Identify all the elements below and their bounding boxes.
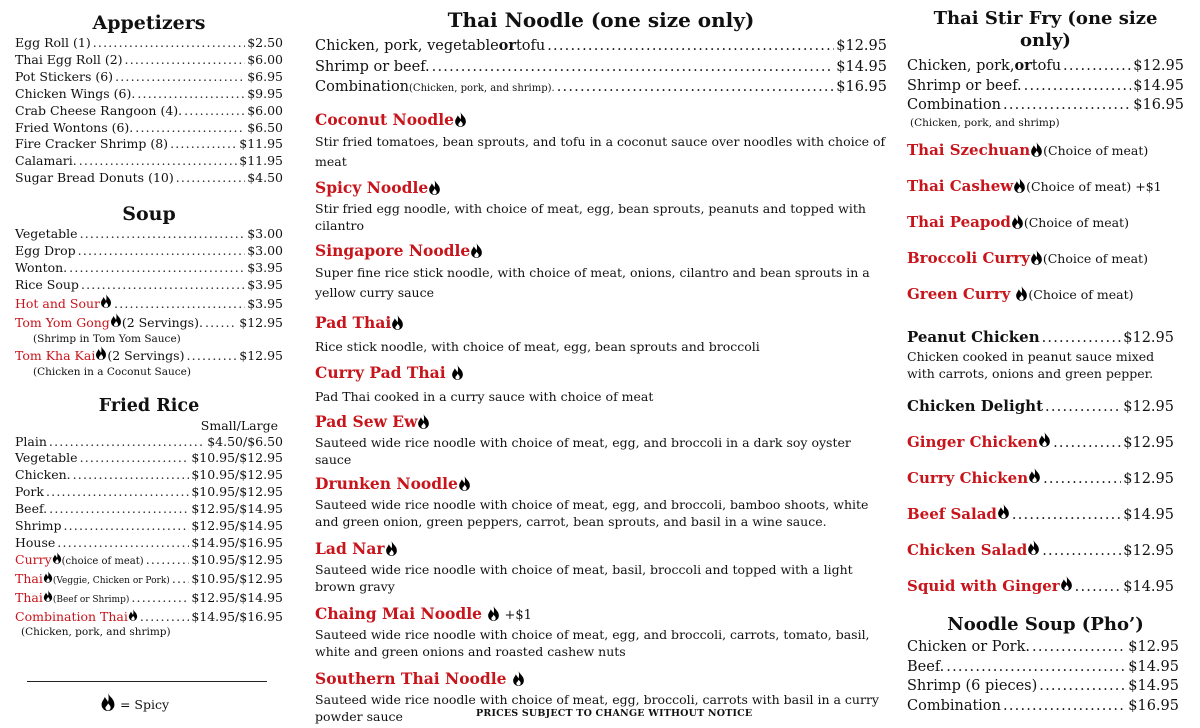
dish (315, 604, 887, 660)
price-note: (Chicken, pork, and shrimp). (409, 83, 555, 95)
menu-item (15, 153, 283, 170)
item-name: Shrimp (6 pieces) (907, 678, 1038, 694)
item-price: $11.95 (239, 153, 283, 169)
dish-description: Stir fried egg noodle, with choice of meat, egg, bean sprouts, peanuts and topped with cilantro (315, 201, 866, 234)
dish-description: Pad Thai cooked in a curry sauce with choice of meat (315, 388, 654, 404)
spicy-flame-icon (512, 671, 525, 691)
menu-item (15, 35, 283, 52)
price-name: Combination (907, 97, 1002, 113)
dish-price: $12.95 (1123, 543, 1174, 559)
dish-description: Super fine rice stick noodle, with choice of meat, onions, cilantro and bean sprouts in a yellow curry sauce (315, 265, 870, 301)
item-extra: (Beef or Shrimp) (52, 594, 130, 605)
spicy-flame-icon (391, 315, 404, 335)
dish-name: Pad Sew Ew (315, 412, 418, 432)
dish-name: Ginger Chicken (907, 433, 1039, 451)
spicy-flame-icon (1030, 250, 1043, 270)
dish-row (907, 576, 1174, 612)
dish-row (907, 468, 1174, 504)
right-column (907, 0, 1184, 716)
menu-item (15, 260, 283, 277)
dish-description: Sauteed wide rice noodle with choice of meat, egg, and broccoli in a dark soy oyster sauce (315, 435, 851, 468)
item-name: Combination Thai (15, 608, 128, 624)
item-name: Vegetable (15, 226, 78, 242)
item-price: $6.00 (247, 102, 283, 118)
dish-name: Coconut Noodle (315, 110, 454, 130)
price-row (907, 77, 1184, 97)
price-name-end: tofu (1031, 58, 1062, 74)
spicy-flame-icon (128, 609, 138, 626)
item-price: $12.95/$14.95 (191, 518, 283, 534)
item-price: $12.95 (239, 347, 283, 363)
dish-name: Pad Thai (315, 313, 392, 333)
spicy-flame-icon (1030, 142, 1043, 162)
item-price: $14.95/$16.95 (191, 534, 283, 550)
item-name: Chicken or Pork. (907, 639, 1031, 655)
dish-extra: (Choice of meat) (1042, 250, 1148, 266)
dish-description: Chicken cooked in peanut sauce mixed with carrots, onions and green pepper. (907, 349, 1155, 381)
item-price: $4.50/$6.50 (207, 433, 283, 449)
dish-extra: +$1 (500, 608, 532, 624)
stir-fry-prices (907, 56, 1184, 130)
spicy-flame-icon (43, 590, 53, 607)
menu-item (15, 609, 283, 626)
dish-description: Sauteed wide rice noodle with choice of meat, basil, broccoli and topped with a light brown gravy (315, 562, 853, 595)
item-note: (Chicken, pork, and shrimp) (21, 626, 171, 639)
item-extra: (Veggie, Chicken or Pork) (52, 575, 170, 586)
noodle-soup-list (907, 638, 1184, 716)
price-value: $16.95 (1133, 97, 1184, 113)
item-price: $10.95/$12.95 (191, 551, 283, 567)
spicy-flame-icon (1013, 178, 1026, 198)
dish (315, 110, 887, 171)
spicy-flame-icon (43, 571, 53, 588)
price-row (315, 77, 887, 100)
item-name: Egg Roll (1) (15, 35, 91, 50)
item-name: Combination (907, 697, 1002, 714)
menu-item (15, 535, 283, 552)
item-price: $12.95 (239, 314, 283, 330)
spicy-flame-icon (417, 414, 430, 434)
item-name: Egg Drop (15, 243, 76, 259)
item-name: Thai (15, 570, 43, 586)
item-name: Hot and Sour (15, 295, 101, 311)
item-name: Crab Cheese Rangoon (4). (15, 102, 183, 118)
menu-item (907, 638, 1179, 658)
dish-price: $12.95 (1123, 471, 1174, 487)
item-name: Plain (15, 433, 47, 449)
dish-name: Southern Thai Noodle (315, 669, 507, 689)
price-name-or: or (1014, 57, 1032, 74)
menu-item (15, 294, 283, 313)
price-name-or: or (498, 37, 516, 54)
dish-name: Lad Nar (315, 539, 385, 559)
spicy-flame-icon (1038, 432, 1051, 453)
item-name: Sugar Bread Donuts (10) (15, 170, 174, 186)
spicy-flame-icon (458, 476, 471, 496)
spicy-flame-icon (1027, 540, 1040, 561)
dish-row (907, 248, 1184, 284)
dish-row (907, 432, 1174, 468)
spicy-flame-icon (470, 243, 483, 263)
dish (315, 313, 887, 357)
item-name: Shrimp (15, 518, 62, 534)
dish-row (907, 140, 1184, 176)
dish-name-row (315, 604, 887, 626)
dish-row (907, 176, 1184, 212)
dish-row (907, 212, 1184, 248)
price-row (315, 57, 887, 78)
dish (315, 178, 887, 234)
menu-item (15, 346, 283, 365)
dish-name-row (315, 669, 887, 691)
dish-name: Curry Chicken (907, 469, 1029, 487)
dish-extra: (Choice of meat) +$1 (1026, 178, 1162, 194)
item-name: Calamari. (15, 153, 77, 169)
menu-item (907, 677, 1179, 697)
item-extra: (choice of meat) (61, 555, 144, 567)
price-value: $12.95 (836, 38, 887, 54)
menu-item (15, 52, 283, 69)
dish-name-row (315, 363, 887, 385)
fried-rice-title: Fried Rice (98, 395, 200, 416)
item-name: Beef. (907, 658, 945, 675)
soup-list (15, 226, 283, 378)
menu-item (907, 658, 1179, 678)
dish-name: Spicy Noodle (315, 178, 429, 198)
spicy-flame-icon (487, 606, 500, 626)
price-name-end: tofu (515, 38, 546, 54)
item-price: $10.95/$12.95 (191, 467, 283, 483)
dish-name: Broccoli Curry (907, 248, 1030, 267)
price-value: $14.95 (1133, 77, 1184, 94)
item-price: $3.95 (247, 295, 283, 311)
item-extra: (2 Servings) (107, 347, 185, 363)
item-name: House (15, 534, 56, 550)
menu-item (15, 552, 283, 571)
item-price: $14.95/$16.95 (191, 608, 283, 624)
menu-item (15, 69, 283, 86)
item-price: $14.95 (1128, 658, 1179, 675)
item-price: $3.95 (247, 276, 283, 292)
spicy-flame-icon (52, 552, 62, 569)
dish (315, 363, 887, 407)
item-name: Beef. (15, 501, 48, 517)
dish-name: Chicken Delight (907, 397, 1044, 415)
dish-name-row (315, 110, 887, 132)
price-note: (Chicken, pork, and shrimp) (910, 116, 1060, 129)
dish (315, 241, 887, 303)
thai-noodle-prices (315, 36, 887, 100)
item-note: (Chicken in a Coconut Sauce) (33, 365, 191, 378)
dish-extra: (Choice of meat) (1028, 286, 1134, 302)
menu-item (15, 518, 283, 535)
dish-price: $14.95 (1123, 507, 1174, 523)
dish-name-row (315, 412, 887, 434)
item-price: $12.95 (1128, 639, 1179, 655)
menu-item (15, 136, 283, 153)
fried-rice-list (15, 434, 283, 640)
menu-item (15, 467, 283, 484)
item-name: Vegetable (15, 450, 78, 466)
appetizers-title: Appetizers (92, 12, 206, 34)
menu-item (15, 170, 283, 187)
menu-item (15, 434, 283, 451)
price-value: $14.95 (836, 58, 887, 75)
dish-row (907, 504, 1174, 540)
dish-name: Thai Cashew (907, 176, 1014, 195)
dish-price: $14.95 (1123, 579, 1174, 595)
spicy-flame-icon (385, 541, 398, 561)
item-price: $14.95 (1128, 678, 1179, 694)
spicy-flame-icon (1060, 576, 1073, 597)
dish-name-row (315, 539, 887, 561)
stir-fry-choice-dishes (907, 140, 1184, 320)
item-price: $2.50 (247, 35, 283, 50)
dish (315, 412, 887, 468)
item-price: $11.95 (239, 136, 283, 152)
price-name: Combination (315, 79, 410, 96)
dish (315, 539, 887, 595)
thai-stir-fry-title: Thai Stir Fry (one size only) (933, 8, 1158, 51)
price-value: $12.95 (1133, 58, 1184, 74)
item-name: Pot Stickers (6) (15, 68, 114, 84)
dish-name-row (315, 178, 887, 200)
spicy-flame-icon (95, 346, 107, 365)
item-price: $9.95 (247, 85, 283, 101)
dish-name: Beef Salad (907, 505, 997, 523)
dish-name-row (315, 313, 887, 335)
legend-label: = Spicy (119, 697, 170, 712)
menu-item (15, 277, 283, 294)
dish-name: Drunken Noodle (315, 474, 458, 494)
spicy-flame-icon (451, 365, 464, 385)
dish-price: $12.95 (1123, 435, 1174, 451)
dish-name: Thai Szechuan (907, 140, 1031, 159)
dish-description: Sauteed wide rice noodle with choice of meat, egg, broccoli, carrots with basil in a curry powder sauce (315, 692, 879, 725)
price-name: Chicken, pork, vegetable (315, 38, 499, 54)
menu-item (15, 501, 283, 518)
dish-name: Squid with Ginger (907, 577, 1060, 595)
item-name: Rice Soup (15, 276, 79, 292)
item-price: $10.95/$12.95 (191, 570, 283, 586)
item-name: Fire Cracker Shrimp (8) (15, 136, 169, 152)
dish-row (907, 284, 1184, 320)
spicy-flame-icon (1015, 286, 1028, 306)
item-name: Fried Wontons (6). (15, 119, 134, 135)
menu-item (15, 313, 283, 332)
dish-description: Rice stick noodle, with choice of meat, egg, bean sprouts and broccoli (315, 339, 760, 355)
soup-title: Soup (122, 203, 176, 226)
item-name: Tom Kha Kai (15, 347, 96, 363)
spicy-flame-icon (100, 693, 116, 714)
dish-name: Curry Pad Thai (315, 362, 446, 382)
spicy-flame-icon (1011, 214, 1024, 234)
item-name: Curry (15, 551, 52, 567)
dish-price: $12.95 (1123, 329, 1174, 346)
menu-item (15, 450, 283, 467)
price-row (907, 56, 1184, 77)
item-name: Tom Yom Gong (15, 314, 110, 330)
item-name: Chicken Wings (6). (15, 85, 136, 101)
item-price: $10.95/$12.95 (191, 450, 283, 466)
peanut-chicken (907, 328, 1184, 383)
dish (315, 474, 887, 530)
spicy-flame-icon (110, 313, 122, 332)
item-price: $6.50 (247, 119, 283, 135)
menu-item (907, 697, 1179, 717)
dish-name: Peanut Chicken (907, 327, 1040, 346)
price-notice: PRICES SUBJECT TO CHANGE WITHOUT NOTICE (476, 708, 753, 719)
dish-row (907, 328, 1184, 349)
price-value: $16.95 (836, 79, 887, 96)
dish-description: Sauteed wide rice noodle with choice of meat, egg, and broccoli, carrots, tomato, basil, white and green onions and roasted cashew nuts (315, 627, 870, 660)
item-extra: (2 Servings). (121, 314, 203, 330)
dish-name: Chicken Salad (907, 541, 1028, 559)
item-name: Thai (15, 589, 43, 605)
item-price: $3.00 (247, 243, 283, 259)
middle-column (315, 0, 887, 725)
menu-item (15, 226, 283, 243)
menu-item (15, 484, 283, 501)
menu-item (15, 86, 283, 103)
price-row (907, 96, 1184, 116)
item-price: $6.00 (247, 51, 283, 67)
spicy-flame-icon (100, 294, 112, 313)
dish-extra: (Choice of meat) (1023, 214, 1129, 230)
spicy-flame-icon (1028, 468, 1041, 489)
item-price: $12.95/$14.95 (191, 589, 283, 605)
dish-price: $12.95 (1123, 399, 1174, 415)
price-name: Shrimp or beef. (907, 77, 1022, 94)
appetizers-list (15, 35, 283, 187)
stir-fry-priced-dishes (907, 396, 1184, 612)
menu-item (15, 590, 283, 609)
item-name: Pork (15, 484, 44, 500)
item-name: Chicken. (15, 467, 71, 483)
dish-row (907, 396, 1174, 432)
menu-item (15, 120, 283, 137)
menu-item (15, 243, 283, 260)
price-row (315, 36, 887, 57)
dish-name-row (315, 241, 887, 263)
legend-divider (27, 681, 267, 682)
item-price: $4.50 (247, 170, 283, 186)
item-price: $6.95 (247, 68, 283, 84)
dish-row (907, 540, 1174, 576)
dish-name: Chaing Mai Noodle (315, 604, 482, 624)
menu-item (15, 571, 283, 590)
dish-description: Sauteed wide rice noodle with choice of meat, egg, and broccoli, bamboo shoots, white and green onion, green peppers, carrot, bean sprouts, and basil in a wine sauce. (315, 497, 869, 530)
size-header: Small/Large (200, 417, 278, 433)
item-price: $3.00 (247, 226, 283, 242)
item-price: $16.95 (1128, 697, 1179, 714)
left-column (15, 0, 283, 639)
spicy-flame-icon (997, 504, 1010, 525)
dish-name-row (315, 474, 887, 496)
item-name: Thai Egg Roll (2) (15, 51, 123, 67)
item-note: (Shrimp in Tom Yom Sauce) (33, 332, 181, 345)
thai-noodle-title: Thai Noodle (one size only) (447, 8, 755, 32)
price-name: Chicken, pork, (907, 58, 1015, 74)
dish-extra: (Choice of meat) (1043, 142, 1149, 158)
spicy-flame-icon (454, 112, 467, 132)
item-name: Wonton. (15, 259, 68, 275)
dish-name: Singapore Noodle (315, 241, 471, 261)
spicy-legend (100, 693, 169, 714)
dish-name: Thai Peapod (907, 212, 1011, 231)
item-price: $3.95 (247, 259, 283, 275)
dish-description: Stir fried tomatoes, bean sprouts, and tofu in a coconut sauce over noodles with choice of meat (315, 134, 886, 169)
price-name: Shrimp or beef. (315, 58, 430, 75)
menu-item (15, 103, 283, 120)
noodle-soup-title: Noodle Soup (Pho’) (947, 614, 1144, 635)
item-price: $12.95/$14.95 (191, 501, 283, 517)
item-price: $10.95/$12.95 (191, 484, 283, 500)
dish-name: Green Curry (907, 284, 1011, 303)
spicy-flame-icon (428, 180, 441, 200)
